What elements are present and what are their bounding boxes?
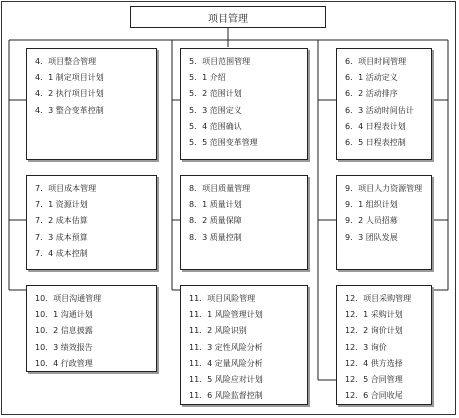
list-item: 6．5 日程表控制	[345, 138, 406, 148]
list-item: 12．6 合同收尾	[345, 391, 403, 401]
list-item: 9．3 团队发展	[345, 232, 398, 242]
area-integration	[26, 48, 157, 160]
root-node	[130, 6, 326, 28]
area-title: 4．项目整合管理	[35, 57, 97, 66]
list-item: 10．2 信息披露	[35, 326, 93, 336]
list-item: 7．4 成本控制	[35, 248, 88, 258]
list-item: 5．2 范围计划	[189, 89, 242, 99]
area-human-resources	[336, 175, 432, 270]
area-communication	[26, 285, 157, 372]
area-time	[336, 48, 432, 160]
list-item: 6．1 活动定义	[345, 73, 398, 82]
list-item: 8．2 质量保障	[189, 216, 242, 226]
list-item: 7．1 资源计划	[35, 200, 88, 209]
list-item: 5．4 范围确认	[189, 121, 242, 131]
area-risk	[180, 285, 308, 405]
list-item: 4．3 整合变革控制	[35, 105, 104, 115]
area-title: 8．项目质量管理	[189, 184, 251, 193]
list-item: 9．1 组织计划	[345, 200, 398, 209]
list-item: 10．3 绩效报告	[35, 342, 93, 352]
list-item: 12．3 询价	[345, 342, 387, 352]
area-title: 9．项目人力资源管理	[345, 184, 423, 193]
list-item: 4．1 制定项目计划	[35, 73, 104, 82]
list-item: 8．3 质量控制	[189, 232, 242, 242]
list-item: 11．2 风险识别	[189, 326, 247, 336]
list-item: 6．2 活动排序	[345, 89, 398, 99]
list-item: 6．3 活动时间估计	[345, 105, 414, 115]
list-item: 5．3 范围定义	[189, 105, 242, 115]
list-item: 12．5 合同管理	[345, 375, 403, 385]
area-cost	[26, 175, 157, 270]
area-title: 6．项目时间管理	[345, 57, 407, 66]
list-item: 4．2 执行项目计划	[35, 89, 104, 99]
list-item: 6．4 日程表计划	[345, 121, 406, 131]
area-procurement	[336, 285, 432, 405]
list-item: 11．3 定性风险分析	[189, 342, 263, 352]
list-item: 12．2 询价计划	[345, 326, 403, 336]
list-item: 10．1 沟通计划	[35, 310, 93, 319]
list-item: 11．1 风险管理计划	[189, 310, 263, 319]
list-item: 12．1 采购计划	[345, 310, 403, 319]
area-title: 5．项目范围管理	[189, 57, 251, 66]
area-title: 10．项目沟通管理	[35, 294, 102, 303]
area-title: 7．项目成本管理	[35, 184, 97, 193]
list-item: 11．5 风险应对计划	[189, 375, 263, 385]
list-item: 7．3 成本预算	[35, 232, 88, 242]
list-item: 10．4 行政管理	[35, 358, 93, 368]
area-title: 11．项目风险管理	[189, 294, 256, 303]
list-item: 7．2 成本估算	[35, 216, 88, 226]
root-label: 项目管理	[208, 13, 248, 25]
list-item: 11．6 风险监督控制	[189, 391, 263, 401]
area-title: 12．项目采购管理	[345, 294, 412, 303]
area-quality	[180, 175, 308, 270]
list-item: 12．4 供方选择	[345, 358, 403, 368]
list-item: 8．1 质量计划	[189, 200, 242, 209]
list-item: 11．4 定量风险分析	[189, 358, 263, 368]
list-item: 5．5 范围变革管理	[189, 138, 258, 148]
list-item: 5．1 介绍	[189, 73, 226, 82]
area-scope	[180, 48, 308, 160]
list-item: 9．2 人员招募	[345, 216, 398, 226]
